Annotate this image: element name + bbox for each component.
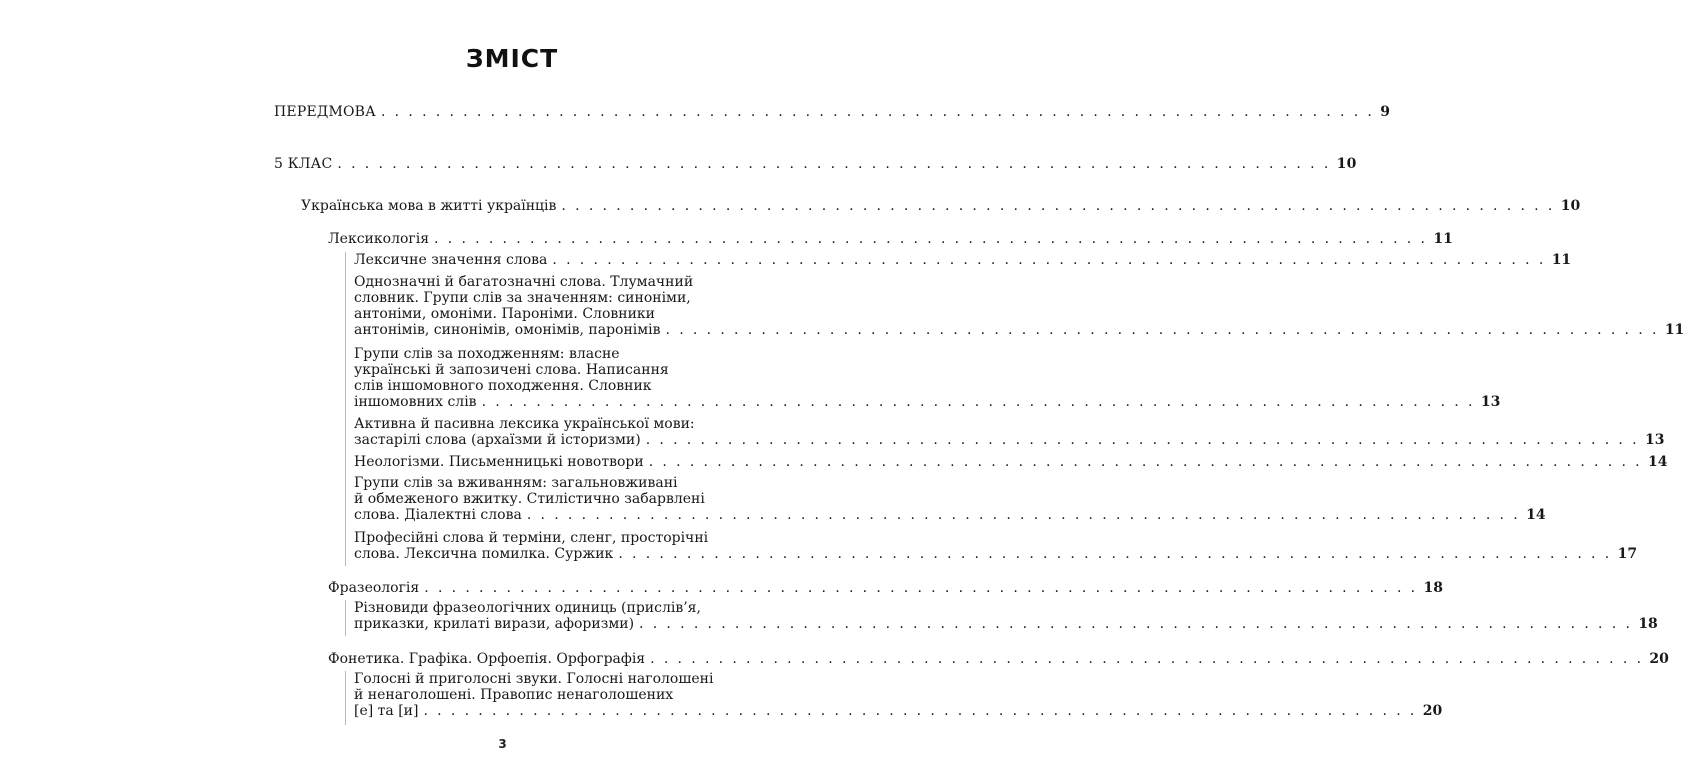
toc-entry-line: [354, 616, 1658, 632]
toc-entry-line: [354, 394, 1501, 410]
toc-entry-line: [354, 378, 730, 394]
toc-entry-text: 5 КЛАС: [274, 156, 333, 172]
dot-leader: . . . . . . . . . . . . . . . . . . . . . . . . . . . . . . . . . . . . . . . . . . . . . . . . . . . . . . . . . . . . . . . . . . . . . . . . .: [650, 651, 1644, 667]
toc-page-number: 18: [1423, 580, 1444, 596]
toc-page-number: 20: [1422, 703, 1443, 719]
toc-entry-line: [354, 546, 1638, 562]
dot-leader: . . . . . . . . . . . . . . . . . . . . . . . . . . . . . . . . . . . . . . . . . . . . . . . . . . . . . . . . . . . . . . . . . . . . . . . . .: [337, 156, 1331, 172]
toc-entry-line: [354, 416, 730, 432]
section-divider-line: [345, 671, 346, 725]
dot-leader: . . . . . . . . . . . . . . . . . . . . . . . . . . . . . . . . . . . . . . . . . . . . . . . . . . . . . . . . . . . . . . . . . . . . . . . . .: [423, 703, 1417, 719]
toc-entry-text: антонімів, синонімів, омонімів, паронімів: [354, 322, 661, 338]
toc-entry-line: [301, 198, 1581, 214]
dot-leader: . . . . . . . . . . . . . . . . . . . . . . . . . . . . . . . . . . . . . . . . . . . . . . . . . . . . . . . . . . . . . . . . . . . . . . . . .: [481, 394, 1475, 410]
toc-page-number: 18: [1638, 616, 1658, 632]
toc-entry-text: Різновиди фразеологічних одиниць (прислів’я,: [354, 600, 701, 616]
toc-entry-line: [354, 491, 730, 507]
section-divider-line: [345, 252, 346, 566]
dot-leader: . . . . . . . . . . . . . . . . . . . . . . . . . . . . . . . . . . . . . . . . . . . . . . . . . . . . . . . . . . . . . . . . . . . . . . . . .: [561, 198, 1555, 214]
toc-entry-text: Голосні й приголосні звуки. Голосні наголошені: [354, 671, 714, 687]
dot-leader: . . . . . . . . . . . . . . . . . . . . . . . . . . . . . . . . . . . . . . . . . . . . . . . . . . . . . . . . . . . . . . . . . . . . . . . . .: [380, 104, 1375, 120]
toc-entry-line: [354, 530, 730, 546]
toc-page-number: 11: [1551, 252, 1572, 268]
toc-entry-line: [354, 454, 1668, 470]
toc-page-number: 11: [1433, 231, 1453, 247]
toc-entry-text: застарілі слова (архаїзми й історизми): [354, 432, 641, 448]
toc-entry-text: приказки, крилаті вирази, афоризми): [354, 616, 635, 632]
page-title: ЗМІСТ: [465, 44, 559, 73]
toc-entry-ukrainian-language[interactable]: [301, 198, 1581, 214]
dot-leader: . . . . . . . . . . . . . . . . . . . . . . . . . . . . . . . . . . . . . . . . . . . . . . . . . . . . . . . . . . . . . . . . . . . . . . . . .: [424, 580, 1418, 596]
toc-page-number: 11: [1664, 322, 1684, 338]
toc-page-number: 13: [1644, 432, 1665, 448]
toc-entry-text: слова. Діалектні слова: [354, 507, 522, 523]
toc-entry-phonetics[interactable]: [328, 651, 1669, 667]
toc-entry-text: слів іншомовного походження. Словник: [354, 378, 652, 394]
dot-leader: . . . . . . . . . . . . . . . . . . . . . . . . . . . . . . . . . . . . . . . . . . . . . . . . . . . . . . . . . . . . . . . . . . . . . . . . .: [434, 231, 1428, 247]
toc-entry-text: Фонетика. Графіка. Орфоепія. Орфографія: [328, 651, 646, 667]
toc-entry-text: іншомовних слів: [354, 394, 477, 410]
toc-entry-line: [354, 322, 1684, 338]
toc-entry-professional-words[interactable]: [354, 530, 1638, 562]
toc-entry-active-passive-lexicon[interactable]: [354, 416, 1665, 448]
toc-entry-line: [274, 156, 1357, 172]
toc-entry-line: [354, 252, 1572, 268]
toc-page-number: 14: [1648, 454, 1668, 470]
toc-entry-line: [328, 580, 1444, 596]
toc-entry-text: Групи слів за походженням: власне: [354, 346, 620, 362]
toc-entry-line: [274, 104, 1391, 120]
dot-leader: . . . . . . . . . . . . . . . . . . . . . . . . . . . . . . . . . . . . . . . . . . . . . . . . . . . . . . . . . . . . . . . . . . . . . . . . .: [639, 616, 1633, 632]
toc-entry-preface[interactable]: [274, 104, 1391, 120]
toc-entry-line: [354, 432, 1665, 448]
toc-entry-text: Однозначні й багатозначні слова. Тлумачний: [354, 274, 694, 290]
toc-entry-text: Групи слів за вживанням: загальновживані: [354, 475, 678, 491]
toc-entry-text: Активна й пасивна лексика української мови:: [354, 416, 695, 432]
toc-entry-neologisms[interactable]: [354, 454, 1668, 470]
toc-entry-text: й обмеженого вжитку. Стилістично забарвлені: [354, 491, 705, 507]
toc-entry-text: українські й запозичені слова. Написання: [354, 362, 669, 378]
toc-entry-phraseology[interactable]: [328, 580, 1444, 596]
toc-entry-line: [354, 274, 730, 290]
toc-entry-text: Лексичне значення слова: [354, 252, 548, 268]
dot-leader: . . . . . . . . . . . . . . . . . . . . . . . . . . . . . . . . . . . . . . . . . . . . . . . . . . . . . . . . . . . . . . . . . . . . . . . . .: [618, 546, 1612, 562]
toc-page-number: 9: [1380, 104, 1391, 120]
toc-entry-text: й ненаголошені. Правопис ненаголошених: [354, 687, 674, 703]
toc-entry-line: [354, 290, 730, 306]
toc-entry-word-origin[interactable]: [354, 346, 1501, 410]
toc-entry-polysemy[interactable]: [354, 274, 1684, 338]
toc-entry-text: Фразеологія: [328, 580, 420, 596]
toc-entry-phraseological-units[interactable]: [354, 600, 1658, 632]
toc-entry-text: Професійні слова й терміни, сленг, просторічні: [354, 530, 709, 546]
toc-page-number: 14: [1526, 507, 1546, 523]
toc-entry-text: Лексикологія: [328, 231, 430, 247]
toc-entry-line: [354, 671, 730, 687]
toc-entry-line: [328, 231, 1453, 247]
toc-entry-vowels-consonants[interactable]: [354, 671, 1443, 719]
toc-entry-line: [354, 600, 730, 616]
toc-entry-word-usage[interactable]: [354, 475, 1546, 523]
toc-entry-grade-5[interactable]: [274, 156, 1357, 172]
toc-page-number: 13: [1480, 394, 1501, 410]
toc-entry-lexical-meaning[interactable]: [354, 252, 1572, 268]
toc-entry-text: слова. Лексична помилка. Суржик: [354, 546, 614, 562]
dot-leader: . . . . . . . . . . . . . . . . . . . . . . . . . . . . . . . . . . . . . . . . . . . . . . . . . . . . . . . . . . . . . . . . . . . . . . . . .: [526, 507, 1521, 523]
toc-entry-line: [354, 362, 730, 378]
dot-leader: . . . . . . . . . . . . . . . . . . . . . . . . . . . . . . . . . . . . . . . . . . . . . . . . . . . . . . . . . . . . . . . . . . . . . . . . .: [665, 322, 1659, 338]
toc-entry-line: [354, 507, 1546, 523]
toc-entry-line: [328, 651, 1669, 667]
toc-entry-text: Неологізми. Письменницькі новотвори: [354, 454, 644, 470]
toc-entry-line: [354, 306, 730, 322]
toc-entry-lexicology[interactable]: [328, 231, 1453, 247]
toc-page-number: 10: [1336, 156, 1357, 172]
section-divider-line: [345, 600, 346, 636]
toc-entry-text: Українська мова в житті українців: [301, 198, 557, 214]
toc-entry-line: [354, 687, 730, 703]
toc-page-number: 10: [1560, 198, 1581, 214]
toc-entry-text: антоніми, омоніми. Пароніми. Словники: [354, 306, 655, 322]
toc-entry-text: [е] та [и]: [354, 703, 419, 719]
toc-entry-text: ПЕРЕДМОВА: [274, 104, 376, 120]
dot-leader: . . . . . . . . . . . . . . . . . . . . . . . . . . . . . . . . . . . . . . . . . . . . . . . . . . . . . . . . . . . . . . . . . . . . . . . . .: [645, 432, 1639, 448]
toc-entry-line: [354, 475, 730, 491]
toc-page-number: 20: [1649, 651, 1669, 667]
toc-entry-text: словник. Групи слів за значенням: синоніми,: [354, 290, 691, 306]
toc-page-number: 17: [1617, 546, 1638, 562]
page-number: 3: [498, 737, 507, 751]
dot-leader: . . . . . . . . . . . . . . . . . . . . . . . . . . . . . . . . . . . . . . . . . . . . . . . . . . . . . . . . . . . . . . . . . . . . . . . . .: [552, 252, 1546, 268]
toc-entry-line: [354, 346, 730, 362]
dot-leader: . . . . . . . . . . . . . . . . . . . . . . . . . . . . . . . . . . . . . . . . . . . . . . . . . . . . . . . . . . . . . . . . . . . . . . . . .: [648, 454, 1642, 470]
toc-entry-line: [354, 703, 1443, 719]
